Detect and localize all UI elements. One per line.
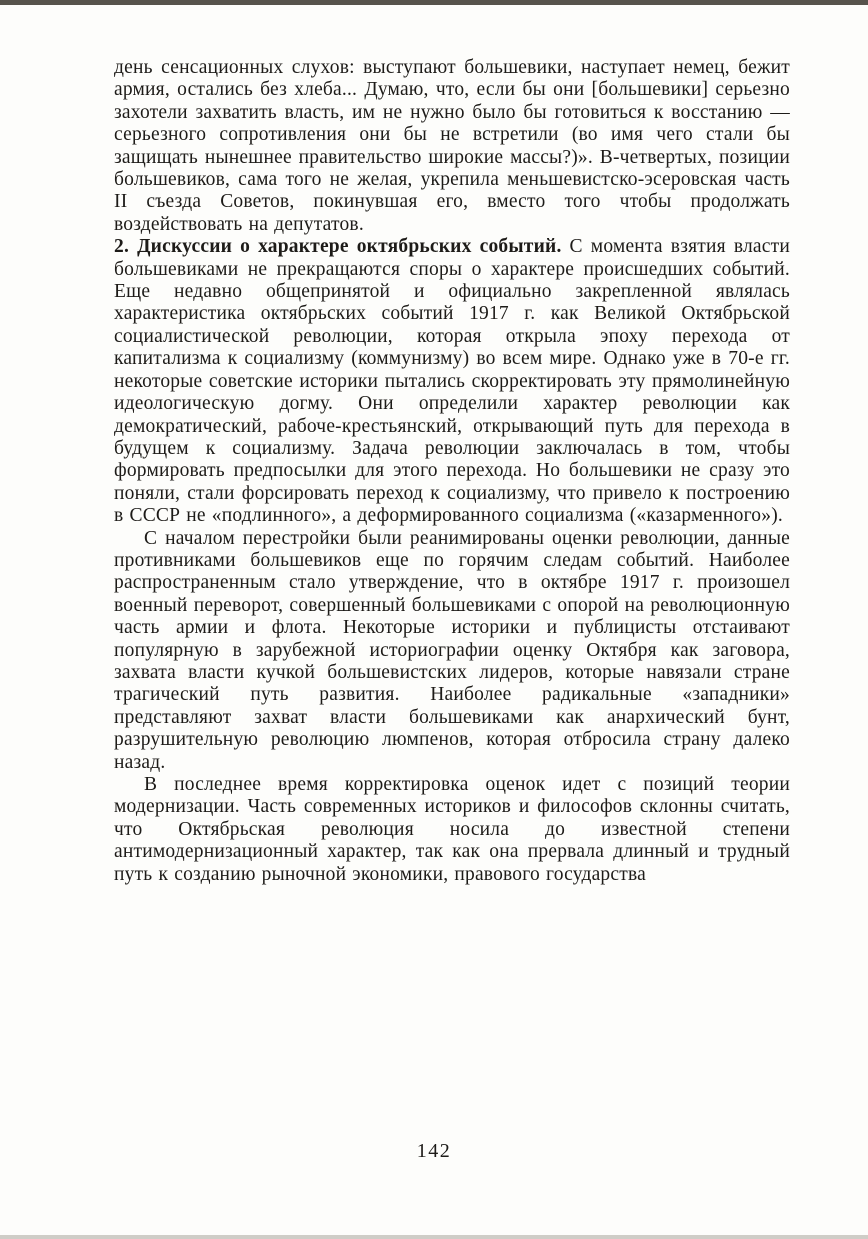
paragraph-perestroika-assessments: С началом перестройки были реанимированы оценки революции, данные противниками большевиков еще по горячим следам событий. Наиболее распространенным стало утверждение, что в октябре 1917 г. произошел военный переворот, совершенный большевиками с опорой на революционную часть армии и флота. Некоторые историки и публицисты отстаивают популярную в зарубежной историографии оценку Октября как заговора, захвата власти кучкой большевистских лидеров, которые навязали стране трагический путь развития. Наиболее радикальные «западники» представляют захват власти большевиками как анархический бунт, разрушительную революцию люмпенов, которая отбросила страну далеко назад. — [114, 527, 790, 773]
paragraph-section-2 — [114, 236, 790, 527]
text-block — [114, 57, 790, 886]
scan-edge-top — [0, 0, 868, 5]
section-2-body: С момента взятия власти большевиками не прекращаются споры о характере происшедших событий. Еще недавно общепринятой и официально закрепленной являлась характеристика октябрьских событий 1917 г. как Великой Октябрьской социалистической революции, которая открыла эпоху перехода от капитализма к социализму (коммунизму) во всем мире. Однако уже в 70-е гг. некоторые советские историки пытались скорректировать эту прямолинейную идеологическую догму. Они определили характер революции как демократический, рабоче-крестьянский, открывающий путь для перехода в будущем к социализму. Задача революции заключалась в том, чтобы формировать предпосылки для этого перехода. Но большевики не сразу это поняли, стали форсировать переход к социализму, что привело к построению в СССР не «подлинного», а деформированного социализма («казарменного»). — [114, 236, 790, 527]
section-2-heading: 2. Дискуссии о характере октябрьских событий. — [114, 236, 562, 258]
paragraph-continuation: день сенсационных слухов: выступают большевики, наступает немец, бежит армия, остались без хлеба... Думаю, что, если бы они [большевики] серьезно захотели захватить власть, им не нужно было бы готовиться к восстанию — серьезного сопротивления они бы не встретили (во имя чего стали бы защищать нынешнее правительство широкие массы?)». В-четвертых, позиции большевиков, сама того не желая, укрепила меньшевистско-эсеровская часть II съезда Советов, покинувшая его, вместо того чтобы продолжать воздействовать на депутатов. — [114, 57, 790, 235]
paragraph-modernization-theory: В последнее время корректировка оценок идет с позиций теории модернизации. Часть современных историков и философов склонны считать, что Октябрьская революция носила до известной степени антимодернизационный характер, так как она прервала длинный и трудный путь к созданию рыночной экономики, правового государства — [114, 774, 790, 885]
page-number: 142 — [416, 1140, 452, 1162]
scan-edge-bottom — [0, 1235, 868, 1239]
